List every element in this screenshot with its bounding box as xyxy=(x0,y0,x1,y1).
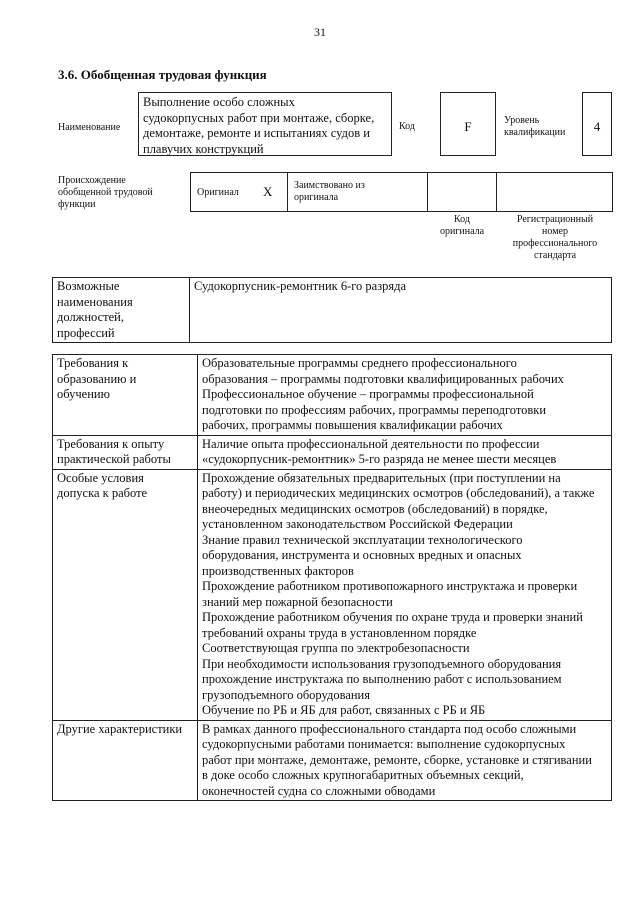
name-value-box xyxy=(138,92,392,156)
level-label-line: Уровень xyxy=(504,115,540,126)
requirement-label-line: Требования к опыту xyxy=(57,436,165,451)
requirement-label-line: допуска к работе xyxy=(57,486,148,500)
requirement-value-cell xyxy=(198,355,612,436)
requirement-value-line: грузоподъемного оборудования xyxy=(202,687,370,702)
origin-label-line: обобщенной трудовой xyxy=(58,187,153,198)
name-label: Наименование xyxy=(58,122,121,133)
requirement-value-line: «судокорпусник-ремонтник» 5-го разряда не менее шести месяцев xyxy=(202,452,557,466)
positions-label-line: профессий xyxy=(57,325,115,340)
requirement-label-line: образованию и xyxy=(57,371,137,386)
requirement-value-line: работу) и периодических медицинских осмотров (обследований), а также xyxy=(202,486,595,500)
requirement-value-cell xyxy=(198,720,612,801)
table-row xyxy=(53,355,612,436)
requirement-value-line: оборудования, инструмента и основных вредных и опасных xyxy=(202,548,522,562)
requirement-label-line: Особые условия xyxy=(57,470,144,485)
borrowed-label-line: Заимствовано из xyxy=(294,180,365,191)
requirement-value-line: рабочих, программы повышения квалификации рабочих xyxy=(202,418,503,432)
origin-code-label-line: Код xyxy=(454,214,470,225)
table-row xyxy=(53,720,612,801)
requirement-value-line: Наличие опыта профессиональной деятельности по профессии xyxy=(202,436,540,451)
origin-label-line: функции xyxy=(58,199,96,210)
name-value-line: демонтаже, ремонте и испытаниях судов и xyxy=(143,126,370,140)
positions-label-line: наименования xyxy=(57,294,133,309)
requirement-label-cell xyxy=(53,355,198,436)
requirement-label-cell xyxy=(53,720,198,801)
positions-label-cell xyxy=(53,278,190,343)
requirement-value-line: Обучение по РБ и ЯБ для работ, связанных с РБ и ЯБ xyxy=(202,703,486,717)
requirement-value-line: установленном законодательством Российской Федерации xyxy=(202,517,513,531)
requirement-value-line: судокорпусными работами понимается: выполнение судокорпусных xyxy=(202,737,566,751)
requirement-value-line: оконечностей судна со сложными обводами xyxy=(202,783,436,798)
borrowed-label xyxy=(294,180,365,204)
name-value-line: Выполнение особо сложных xyxy=(143,95,295,109)
positions-value: Судокорпусник-ремонтник 6-го разряда xyxy=(194,279,407,293)
reg-number-label-line: номер xyxy=(542,226,568,237)
requirement-value-line: образования – программы подготовки квалифицированных рабочих xyxy=(202,371,564,386)
requirement-label-cell xyxy=(53,469,198,720)
level-label xyxy=(504,115,565,139)
requirement-value-cell xyxy=(198,469,612,720)
requirement-value-line: Прохождение работником противопожарного инструктажа и проверки xyxy=(202,579,578,593)
requirement-value-line: требований охраны труда в установленном порядке xyxy=(202,625,477,640)
requirement-value-line: В рамках данного профессионального стандарта под особо сложными xyxy=(202,721,577,736)
positions-label-line: Возможные xyxy=(57,279,120,293)
reg-number-label xyxy=(500,214,610,262)
requirement-value-line: внеочередных медицинских осмотров (обследований) в порядке, xyxy=(202,501,548,516)
origin-code-label-line: оригинала xyxy=(439,226,485,237)
origin-label xyxy=(58,175,153,211)
requirement-value-line: При необходимости использования грузоподъемного оборудования xyxy=(202,656,562,671)
requirement-label-line: практической работы xyxy=(57,452,171,466)
name-value-line: плавучих конструкций xyxy=(143,141,264,156)
origin-code-label xyxy=(430,214,494,238)
original-label: Оригинал xyxy=(197,187,239,198)
original-mark: X xyxy=(263,184,273,199)
requirement-value-line: Знание правил технической эксплуатации технологического xyxy=(202,532,523,547)
borrowed-label-line: оригинала xyxy=(294,192,339,203)
requirement-value-line: знаний мер пожарной безопасности xyxy=(202,594,393,609)
reg-number-label-line: стандарта xyxy=(533,250,577,261)
table-row xyxy=(53,278,612,343)
requirement-label-line: Другие характеристики xyxy=(57,721,183,736)
requirement-value-line: прохождение инструктажа по выполнению работ с использованием xyxy=(202,672,562,686)
requirement-value-line: Соответствующая группа по электробезопасности xyxy=(202,641,470,655)
level-value-box xyxy=(582,92,612,156)
positions-value-cell xyxy=(190,278,612,343)
positions-label-line: должностей, xyxy=(57,310,124,324)
requirement-label-cell xyxy=(53,435,198,469)
requirement-value-line: в доке особо сложных крупногабаритных объемных секций, xyxy=(202,768,524,782)
code-label: Код xyxy=(399,121,415,132)
reg-number-label-line: профессионального xyxy=(512,238,598,249)
requirement-value-line: работ при монтаже, демонтаже, ремонте, сборке, установке и стягивании xyxy=(202,752,592,767)
reg-number-label-line: Регистрационный xyxy=(516,214,594,225)
origin-label-line: Происхождение xyxy=(58,175,126,186)
code-value-box xyxy=(440,92,496,156)
page-number: 31 xyxy=(314,25,326,39)
level-value: 4 xyxy=(593,119,601,134)
section-title: 3.6. Обобщенная трудовая функция xyxy=(58,67,267,82)
requirement-label-line: Требования к xyxy=(57,356,129,370)
name-value-line: судокорпусных работ при монтаже, сборке, xyxy=(143,110,375,125)
table-row xyxy=(53,435,612,469)
requirements-table xyxy=(52,354,612,801)
requirement-value-line: Образовательные программы среднего профессионального xyxy=(202,356,517,370)
origin-table xyxy=(190,172,613,212)
requirement-value-line: Прохождение обязательных предварительных (при поступлении на xyxy=(202,470,561,485)
requirement-value-line: производственных факторов xyxy=(202,563,354,578)
requirement-value-line: Профессиональное обучение – программы профессиональной xyxy=(202,387,534,401)
requirement-value-line: подготовки по профессиям рабочих, программы переподготовки xyxy=(202,402,547,417)
positions-table xyxy=(52,277,612,343)
code-value: F xyxy=(464,119,472,134)
table-row xyxy=(53,469,612,720)
requirement-value-line: Прохождение работником обучения по охране труда и проверки знаний xyxy=(202,610,583,624)
requirement-value-cell xyxy=(198,435,612,469)
level-label-line: квалификации xyxy=(504,127,566,138)
requirement-label-line: обучению xyxy=(57,387,110,401)
